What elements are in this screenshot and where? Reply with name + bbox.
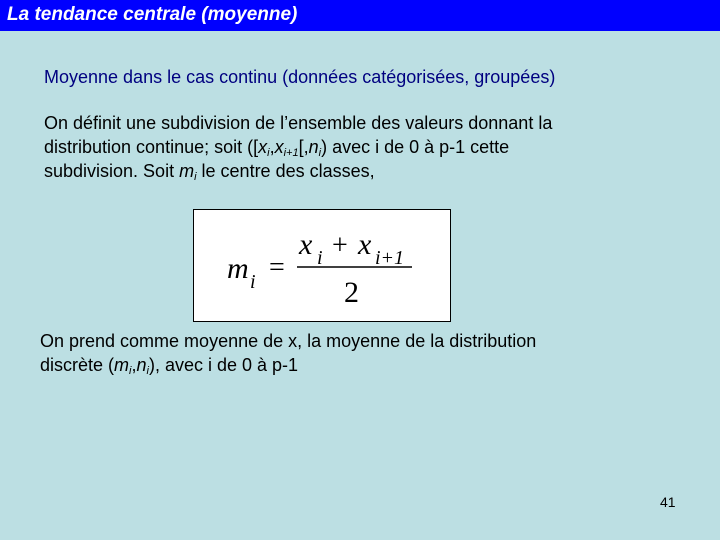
title-bar <box>0 0 720 31</box>
text-fragment: discrète ( <box>40 355 115 375</box>
formula-sub-2: i+1 <box>375 247 405 269</box>
formula-box <box>193 209 451 322</box>
var-m: m <box>179 161 195 181</box>
definition-line-2 <box>44 135 552 159</box>
sub-i: i <box>129 365 132 377</box>
text-fragment: ) avec i de 0 à p-1 cette <box>321 137 510 157</box>
mean-line-2 <box>40 353 536 377</box>
var-x: x <box>274 137 284 157</box>
text-fragment: distribution continue; soit ([ <box>44 137 259 157</box>
text-fragment: ), avec i de 0 à p-1 <box>148 355 299 375</box>
formula-m: m <box>227 252 249 285</box>
slide-title: La tendance centrale (moyenne) <box>7 4 298 25</box>
mean-line-1: On prend comme moyenne de x, la moyenne de la distribution <box>40 331 537 351</box>
formula-denominator: 2 <box>344 276 359 309</box>
mean-paragraph <box>40 329 536 377</box>
text-fragment: le centre des classes, <box>196 161 375 181</box>
comma: , <box>131 355 137 375</box>
formula-x2: x <box>358 228 372 261</box>
sub-i: i <box>318 147 322 159</box>
sub-i-plus-1: i+1 <box>283 147 299 159</box>
var-n: n <box>136 355 147 375</box>
formula-equals: = <box>269 252 285 283</box>
comma: , <box>269 137 275 157</box>
sub-i: i <box>146 365 149 377</box>
definition-line-3 <box>44 159 552 183</box>
sub-i: i <box>194 171 197 183</box>
var-n: n <box>308 137 319 157</box>
formula-sub-i: i <box>250 271 256 293</box>
formula-x1: x <box>299 228 313 261</box>
text-fragment: subdivision. Soit <box>44 161 180 181</box>
var-m: m <box>114 355 130 375</box>
formula-plus: + <box>332 230 348 261</box>
definition-line-1: On définit une subdivision de l’ensemble des valeurs donnant la <box>44 113 553 133</box>
sub-i: i <box>267 147 270 159</box>
definition-paragraph <box>44 111 552 183</box>
page-number: 41 <box>660 494 676 510</box>
bracket-comma: [, <box>298 137 309 157</box>
formula-svg <box>194 210 452 323</box>
slide-subtitle: Moyenne dans le cas continu (données catégorisées, groupées) <box>44 67 556 87</box>
formula-sub-1: i <box>317 247 323 269</box>
var-x: x <box>258 137 268 157</box>
